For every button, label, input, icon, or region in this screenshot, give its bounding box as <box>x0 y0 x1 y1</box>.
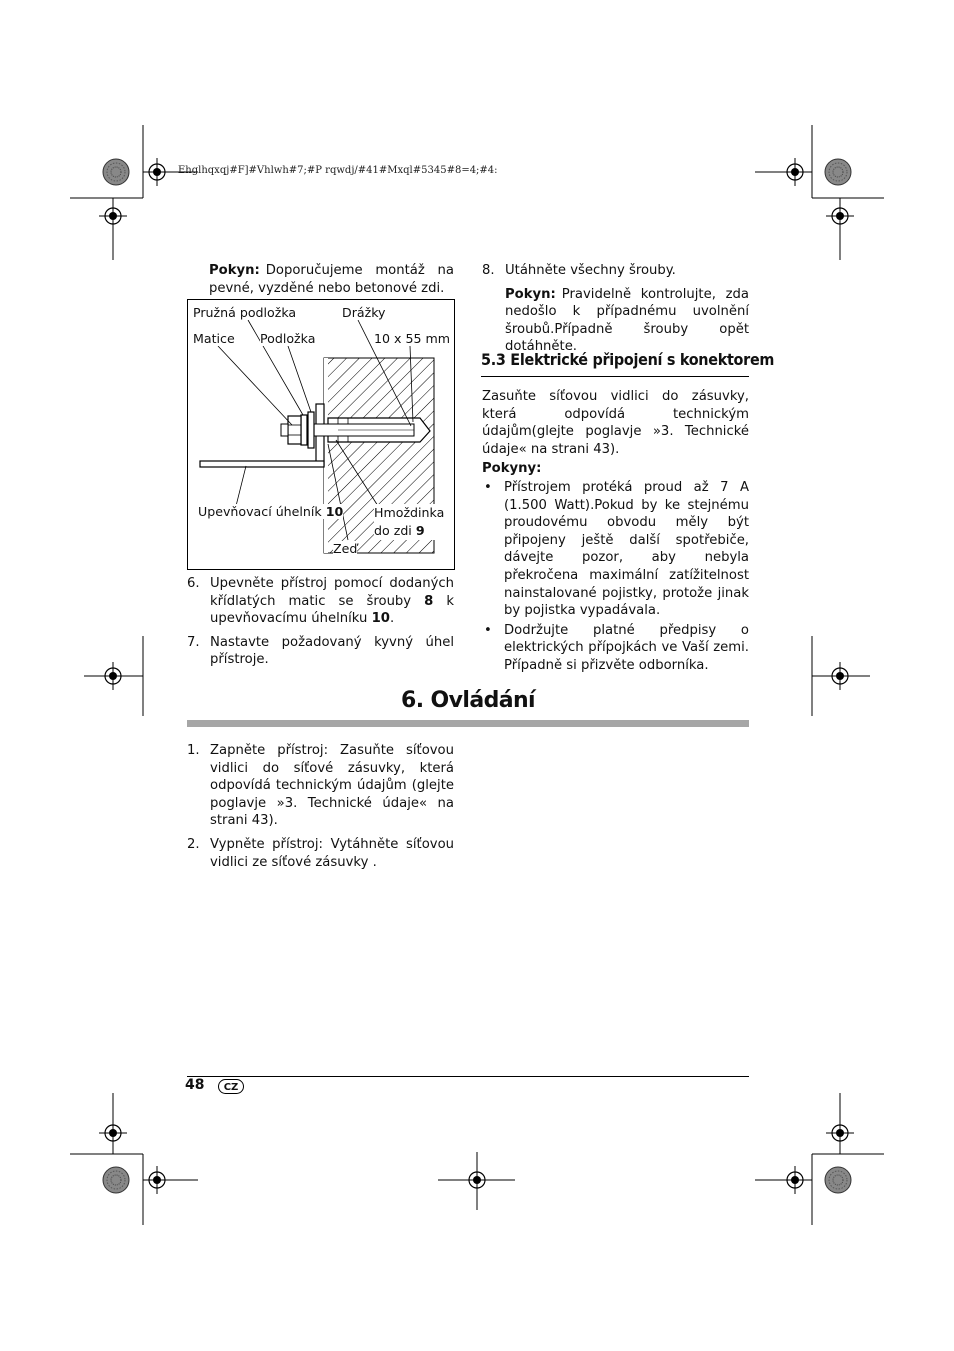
step-1: 1. Zapněte přístroj: Zasuňte síťovou vidlici do síťové zásuvky, která odpovídá technickým údajům (glejte poglavje »3. Technické údaje« na strani 43). <box>187 743 454 829</box>
notes-label: Pokyny: <box>482 461 542 476</box>
notes-list <box>482 479 749 675</box>
note-bullet-current: • Přístrojem protéká proud až 7 A (1.500 Watt).Pokud by ke stejnému proudovému obvodu měly být připojeny ještě další spotřebiče, dávejte pozor, aby nebyla překročena maximální zatížitelnost nainstalované pojistky, protože jinak by pojistka vypadávala. <box>482 479 749 620</box>
label-spring-washer: Pružná podložka <box>193 305 297 320</box>
step-8: 8. Utáhněte všechny šrouby. <box>482 263 676 278</box>
bracket-arm <box>200 461 324 467</box>
page-number: 48 <box>185 1077 205 1093</box>
heading-rule <box>481 376 749 377</box>
footer-rule <box>187 1076 749 1077</box>
note-text: Doporučujeme montáž na pevné, vyzděné nebo betonové zdi. <box>209 263 454 296</box>
nut <box>288 416 301 444</box>
operation-steps <box>187 742 454 871</box>
section-title-6: 6. Ovládání <box>401 688 535 713</box>
wall-mount-note <box>209 262 454 297</box>
wall-mount-diagram <box>187 299 455 570</box>
step-7: 7. Nastavte požadovaný kyvný úhel přístroje. <box>187 634 454 668</box>
tighten-note: Pokyn: Pravidelně kontrolujte, zda nedošlo k případnému uvolnění šroubů.Případně šrouby opět dotáhněte. <box>505 286 749 355</box>
left-steps <box>187 575 454 669</box>
label-washer: Podložka <box>260 331 316 346</box>
language-badge: CZ <box>218 1079 244 1094</box>
label-bracket: Upevňovací úhelník 10 <box>198 504 344 519</box>
step-6: 6. Upevněte přístroj pomocí dodaných křídlatých matic se šrouby 8 k upevňovacímu úhelníku 10. <box>187 576 454 627</box>
spring-washer <box>301 415 307 445</box>
section-rule <box>187 720 749 727</box>
label-grooves: Drážky <box>342 305 386 320</box>
print-job-code: Ehglhqxqj#F]#Vhlwh#7;#P rqwdj/#41#Mxql#5345#8=4;#4: <box>178 165 498 176</box>
right-step-8 <box>482 262 749 356</box>
connection-paragraph: Zasuňte síťovou vidlici do zásuvky, která odpovídá technickým údajům(glejte poglavje »3. Technické údaje« na strani 43). <box>482 389 749 457</box>
label-dowel: Hmoždinka do zdi 9 <box>374 505 445 538</box>
step-2: 2. Vypněte přístroj: Vytáhněte síťovou vidlici ze síťové zásuvky . <box>187 836 454 870</box>
label-wall: Zeď <box>333 541 358 556</box>
section-heading-5-3: 5.3 Elektrické připojení s konektorem <box>481 350 775 369</box>
note-bullet-regulations: • Dodržujte platné předpisy o elektrických přípojkách ve Vaší zemi. Případně si přizvěte odborníka. <box>482 622 749 675</box>
washer <box>308 412 314 448</box>
label-screw-size: 10 x 55 mm <box>374 331 451 346</box>
label-nut: Matice <box>193 331 235 346</box>
note-label: Pokyn: <box>209 263 260 278</box>
